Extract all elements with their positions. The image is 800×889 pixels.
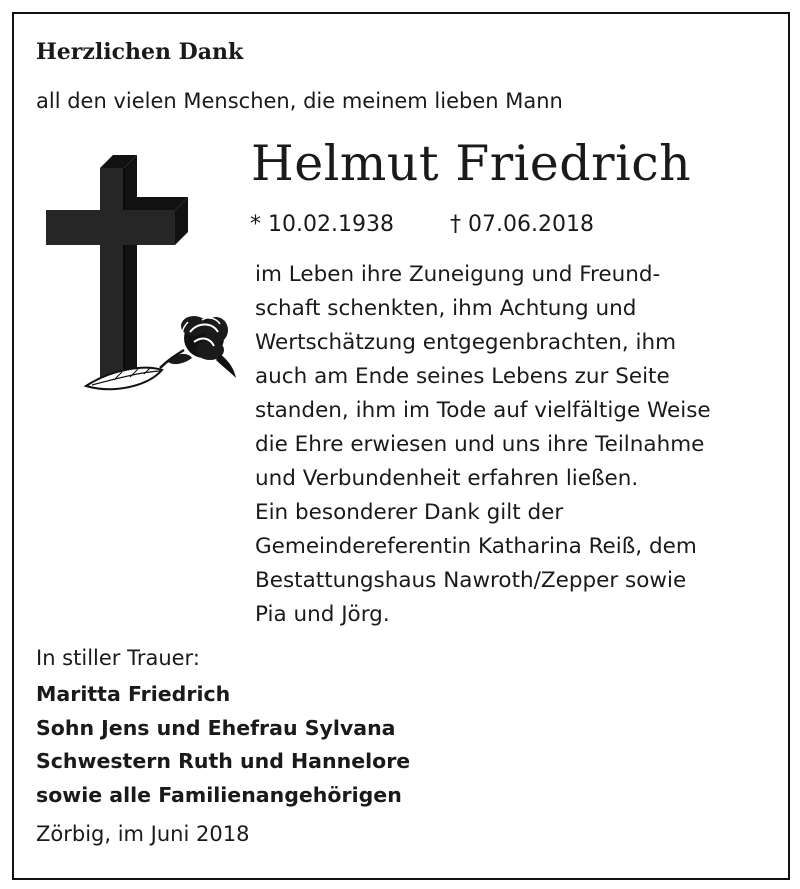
body-line: Wertschätzung entgegenbrachten, ihm — [255, 330, 677, 355]
place-date: Zörbig, im Juni 2018 — [36, 822, 250, 846]
mourner-name: sowie alle Familienangehörigen — [36, 782, 402, 807]
mourning-label: In stiller Trauer: — [36, 646, 200, 670]
body-line: standen, ihm im Tode auf vielfältige Weise — [255, 398, 711, 423]
body-line: Gemeindereferentin Katharina Reiß, dem — [255, 534, 697, 559]
mourners-list — [36, 678, 410, 812]
body-line: auch am Ende seines Lebens zur Seite — [255, 364, 670, 389]
mourner-name: Schwestern Ruth und Hannelore — [36, 749, 411, 773]
body-line: Ein besonderer Dank gilt der — [255, 500, 564, 525]
body-line: die Ehre erwiesen und uns ihre Teilnahme — [255, 432, 705, 457]
mourner-name: Maritta Friedrich — [36, 682, 231, 706]
body-line: Bestattungshaus Nawroth/Zepper sowie — [255, 568, 687, 593]
body-line: schaft schenkten, ihm Achtung und — [255, 296, 637, 321]
deceased-name: Helmut Friedrich — [251, 135, 692, 192]
body-line: im Leben ihre Zuneigung und Freund- — [255, 262, 661, 287]
body-line: und Verbundenheit erfahren ließen. — [255, 466, 639, 491]
body-line: Pia und Jörg. — [255, 602, 390, 627]
mourner-name: Sohn Jens und Ehefrau Sylvana — [36, 715, 396, 740]
death-date: † 07.06.2018 — [450, 212, 594, 237]
cross-with-rose-icon — [44, 150, 244, 395]
intro-text: all den vielen Menschen, die meinem lieben Mann — [36, 89, 563, 113]
heading: Herzlichen Dank — [36, 39, 244, 65]
birth-date: * 10.02.1938 — [250, 212, 394, 237]
thanks-body — [255, 258, 711, 632]
